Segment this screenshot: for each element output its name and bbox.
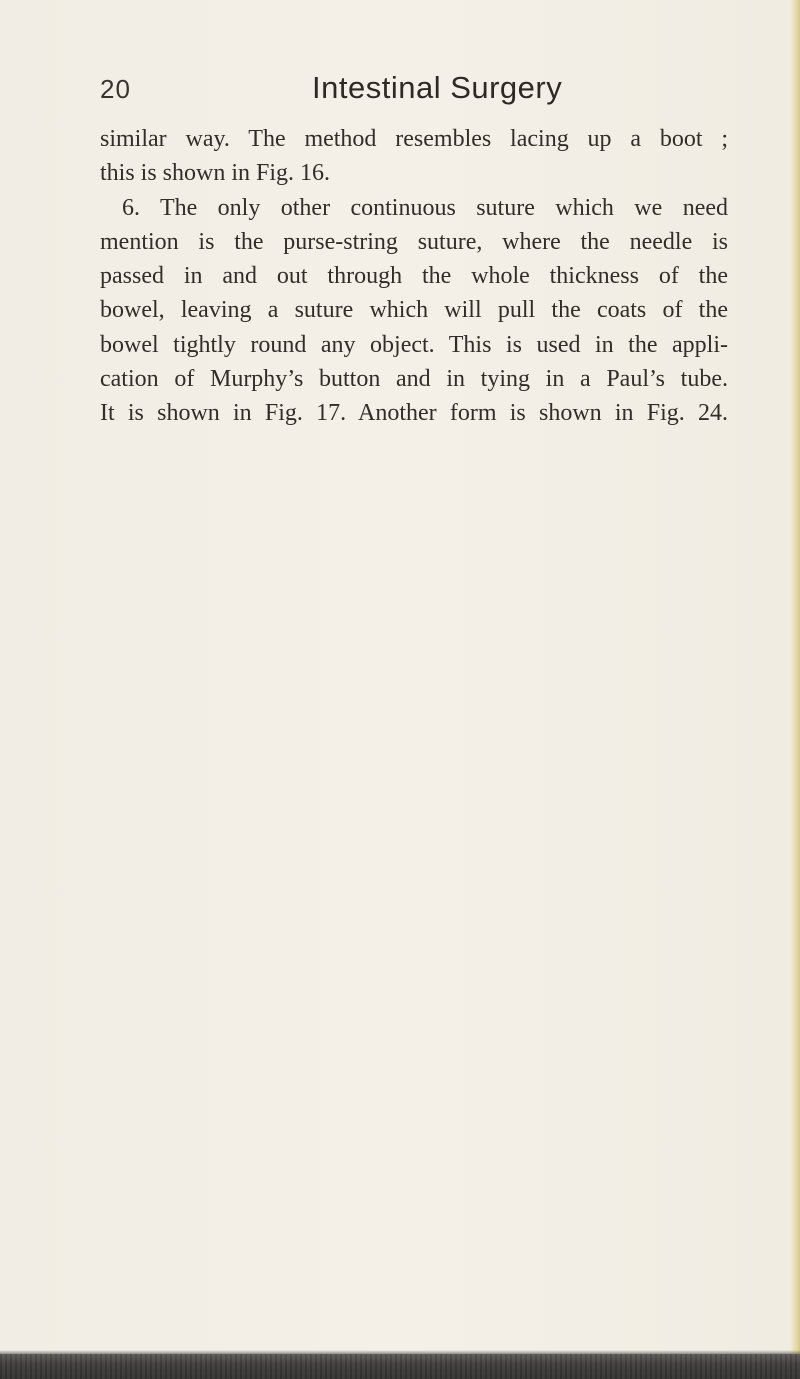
- text-line: this is shown in Fig. 16.: [100, 160, 331, 187]
- text-line: 6. The only other continuous suture which we need: [122, 194, 728, 221]
- text-line: passed in and out through the whole thickness of the: [100, 263, 728, 290]
- running-head: [100, 70, 720, 110]
- page-number: 20: [100, 74, 131, 104]
- running-title: Intestinal Surgery: [312, 70, 563, 105]
- text-line: bowel, leaving a suture which will pull the coats of the: [100, 297, 728, 324]
- text-line: cation of Murphy’s button and in tying in a Paul’s tube.: [100, 366, 728, 393]
- scan-bottom-band: [0, 1354, 800, 1379]
- body-text: [100, 122, 728, 431]
- text-line: mention is the purse-string suture, where the needle is: [100, 228, 728, 255]
- text-line: bowel tightly round any object. This is used in the appli-: [100, 331, 728, 358]
- page-edge: [790, 0, 800, 1379]
- text-line: It is shown in Fig. 17. Another form is shown in Fig. 24.: [100, 400, 728, 427]
- text-line: similar way. The method resembles lacing up a boot ;: [100, 126, 728, 152]
